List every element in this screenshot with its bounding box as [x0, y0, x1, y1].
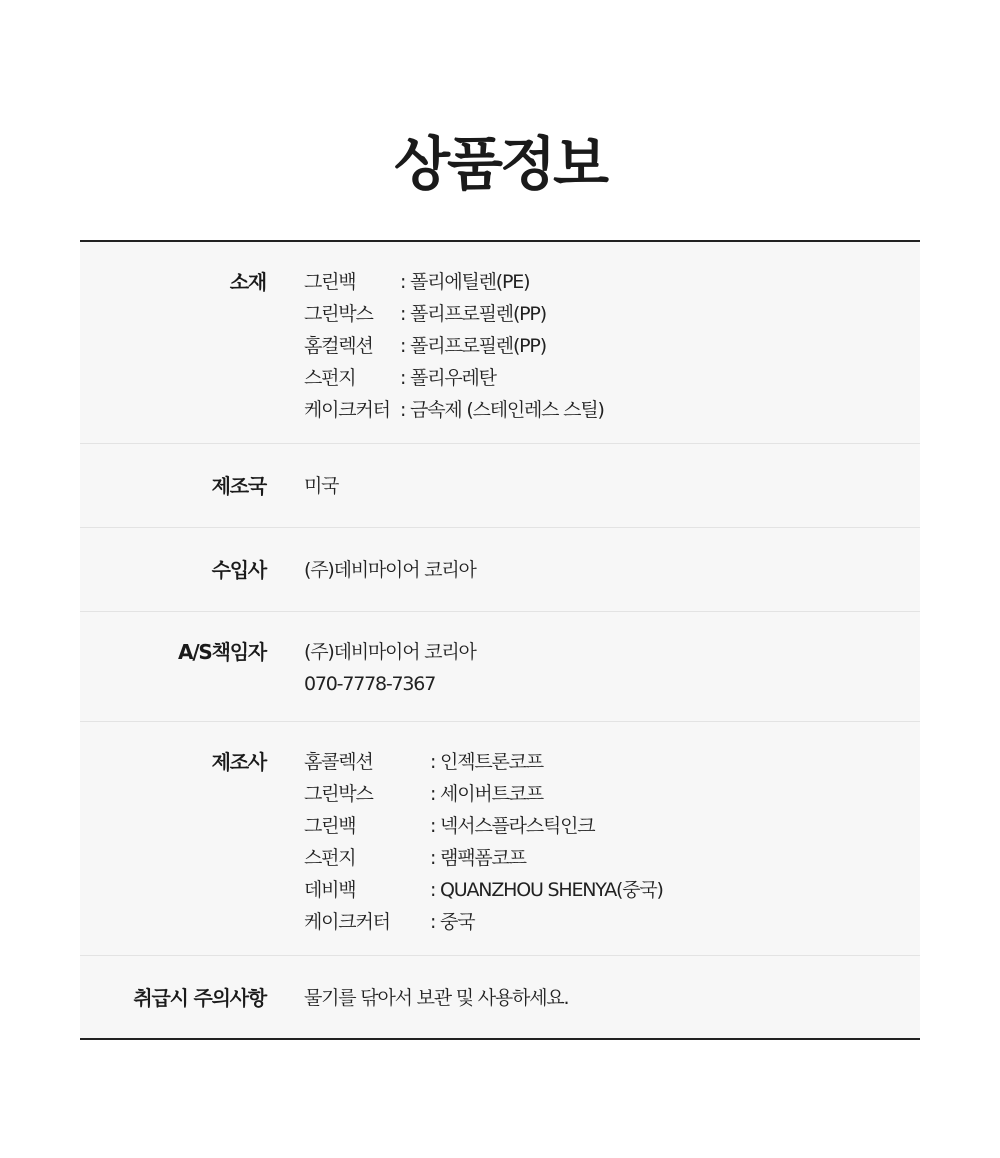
row-material: [80, 242, 920, 444]
material-item-name: 케이크커터: [304, 399, 390, 421]
manufacturer-item: [304, 746, 663, 778]
origin-value: 미국: [304, 475, 339, 497]
manufacturer-item-name: 홈콜렉션: [304, 751, 373, 773]
as-contact-info: [304, 636, 476, 700]
manufacturer-item-value: : 램팩폼코프: [430, 847, 526, 869]
material-item-value: : 폴리프로필렌(PP): [400, 303, 546, 325]
material-item-value: : 폴리에틸렌(PE): [400, 271, 530, 293]
row-importer: [80, 528, 920, 612]
manufacturer-item-name: 그린백: [304, 815, 356, 837]
manufacturer-item-value: : 넥서스플라스틱인크: [430, 815, 595, 837]
manufacturer-item-name: 스펀지: [304, 847, 356, 869]
as-contact-company: (주)데비마이어 코리아: [304, 641, 476, 663]
material-item-value: : 폴리프로필렌(PP): [400, 335, 546, 357]
importer-value: (주)데비마이어 코리아: [304, 559, 476, 581]
manufacturer-item: [304, 874, 663, 906]
material-item-name: 스펀지: [304, 367, 356, 389]
manufacturer-item-name: 케이크커터: [304, 911, 390, 933]
material-item-name: 그린박스: [304, 303, 373, 325]
manufacturer-item-name: 그린박스: [304, 783, 373, 805]
caution-value: 물기를 닦아서 보관 및 사용하세요.: [304, 987, 569, 1009]
row-label-origin: 제조국: [211, 474, 266, 498]
row-origin: [80, 444, 920, 528]
material-item: [304, 298, 604, 330]
material-item: [304, 362, 604, 394]
material-list: [304, 266, 604, 426]
as-contact-phone: 070-7778-7367: [304, 673, 436, 695]
manufacturer-item: [304, 842, 663, 874]
row-label-material: 소재: [229, 270, 266, 294]
manufacturer-item: [304, 810, 663, 842]
row-label-manufacturer: 제조사: [211, 750, 266, 774]
manufacturer-item-value: : 인젝트론코프: [430, 751, 543, 773]
manufacturer-item-name: 데비백: [304, 879, 356, 901]
manufacturer-item-value: : 중국: [430, 911, 475, 933]
row-label-caution: 취급시 주의사항: [133, 986, 266, 1010]
material-item: [304, 266, 604, 298]
row-label-importer: 수입사: [211, 558, 266, 582]
row-manufacturer: [80, 722, 920, 956]
row-as-contact: [80, 612, 920, 722]
material-item-name: 홈컬렉션: [304, 335, 373, 357]
page-title: 상품정보: [393, 130, 607, 198]
manufacturer-item: [304, 778, 663, 810]
material-item: [304, 330, 604, 362]
material-item: [304, 394, 604, 426]
product-info-table: [80, 240, 920, 1040]
material-item-value: : 금속제 (스테인레스 스틸): [400, 399, 604, 421]
manufacturer-list: [304, 746, 663, 938]
manufacturer-item-value: : QUANZHOU SHENYA(중국): [430, 879, 663, 901]
row-label-as-contact: A/S책임자: [178, 640, 266, 664]
manufacturer-item: [304, 906, 663, 938]
material-item-name: 그린백: [304, 271, 356, 293]
manufacturer-item-value: : 세이버트코프: [430, 783, 543, 805]
material-item-value: : 폴리우레탄: [400, 367, 496, 389]
row-caution: [80, 956, 920, 1038]
